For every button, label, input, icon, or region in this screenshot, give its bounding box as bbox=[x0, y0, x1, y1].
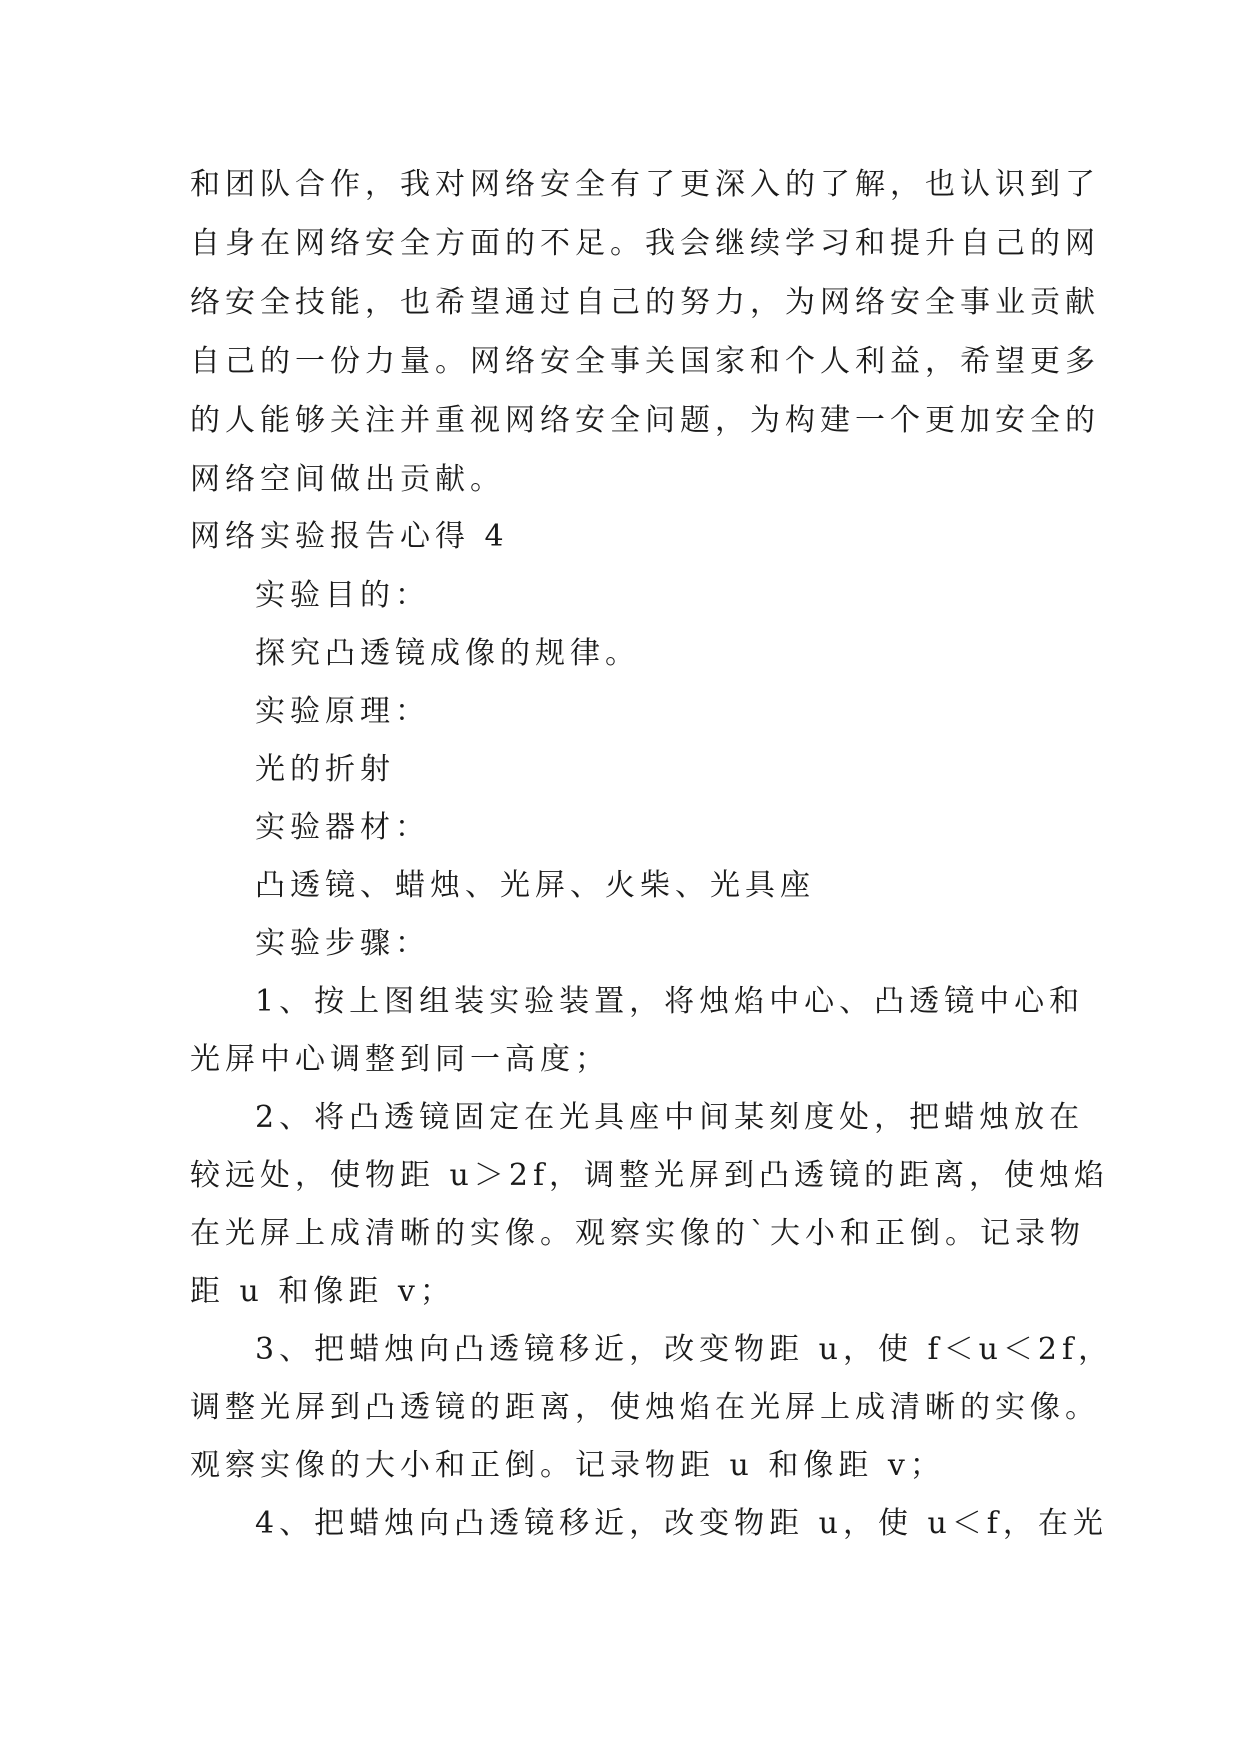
paragraph-line: 的人能够关注并重视网络安全问题，为构建一个更加安全的 bbox=[190, 403, 1100, 438]
step-line: 较远处，使物距 u＞2f，调整光屏到凸透镜的距离，使烛焰 bbox=[190, 1158, 1110, 1193]
step-line: 光屏中心调整到同一高度； bbox=[190, 1042, 610, 1077]
step-line: 距 u 和像距 v； bbox=[190, 1274, 455, 1309]
paragraph-line: 凸透镜、蜡烛、光屏、火柴、光具座 bbox=[255, 868, 815, 903]
step-line: 调整光屏到凸透镜的距离，使烛焰在光屏上成清晰的实像。 bbox=[190, 1390, 1100, 1425]
paragraph-line: 络安全技能，也希望通过自己的努力，为网络安全事业贡献 bbox=[190, 285, 1100, 320]
section-label-equipment: 实验器材： bbox=[255, 810, 430, 845]
paragraph-line: 网络空间做出贡献。 bbox=[190, 462, 505, 497]
paragraph-line: 自己的一份力量。网络安全事关国家和个人利益，希望更多 bbox=[190, 344, 1100, 379]
paragraph-line: 和团队合作，我对网络安全有了更深入的了解，也认识到了 bbox=[190, 167, 1100, 202]
section-label-steps: 实验步骤： bbox=[255, 926, 430, 961]
step-line: 3、把蜡烛向凸透镜移近，改变物距 u，使 f＜u＜2f， bbox=[255, 1332, 1114, 1367]
step-line: 在光屏上成清晰的实像。观察实像的`大小和正倒。记录物 bbox=[190, 1216, 1085, 1251]
step-line: 4、把蜡烛向凸透镜移近，改变物距 u，使 u＜f，在光 bbox=[255, 1506, 1108, 1541]
paragraph-line: 自身在网络安全方面的不足。我会继续学习和提升自己的网 bbox=[190, 226, 1100, 261]
section-label-purpose: 实验目的： bbox=[255, 578, 430, 613]
step-line: 1、按上图组装实验装置，将烛焰中心、凸透镜中心和 bbox=[255, 984, 1085, 1019]
section-heading: 网络实验报告心得 4 bbox=[190, 519, 509, 554]
paragraph-line: 光的折射 bbox=[255, 752, 395, 787]
paragraph-line: 探究凸透镜成像的规律。 bbox=[255, 636, 640, 671]
section-label-principle: 实验原理： bbox=[255, 694, 430, 729]
step-line: 观察实像的大小和正倒。记录物距 u 和像距 v； bbox=[190, 1448, 945, 1483]
step-line: 2、将凸透镜固定在光具座中间某刻度处，把蜡烛放在 bbox=[255, 1100, 1085, 1135]
